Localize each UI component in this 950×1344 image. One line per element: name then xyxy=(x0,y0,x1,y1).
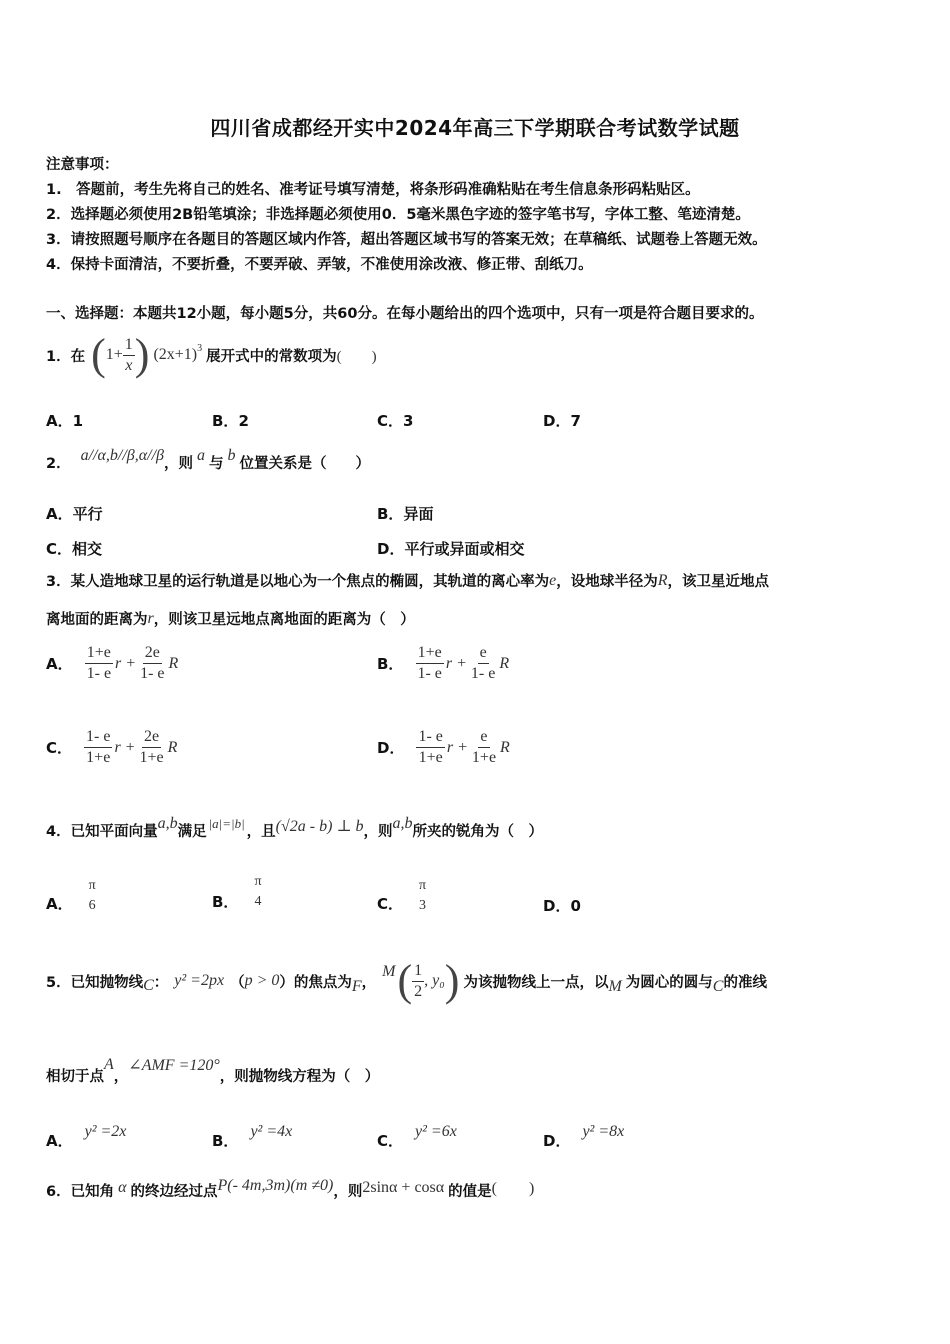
q5-var-M2: M xyxy=(608,978,622,995)
q2-text-1: ，则 xyxy=(164,455,193,472)
q3-option-b: B． $\frac{1+e}{1- e}$ r + $\frac{e}{1- e}$ R xyxy=(377,644,510,682)
q1-paren-left: ( xyxy=(91,330,106,379)
notice-item-2: 2．选择题必须使用2B铅笔填涂；非选择题必须使用0．5毫米黑色字迹的签字笔书写，字体工整、笔迹清楚。 xyxy=(46,207,750,223)
question-3-line-1 xyxy=(46,570,769,591)
q5-text-1: 5．已知抛物线 xyxy=(46,974,144,991)
q2-option-d: D．平行或异面或相交 xyxy=(377,540,525,558)
question-5-line-2 xyxy=(46,1052,379,1086)
q5-condition: p > 0 xyxy=(244,972,280,989)
notice-heading: 注意事项： xyxy=(46,157,119,173)
q4-vectors-1: a,b xyxy=(157,815,178,832)
q6-text-4: 的值是 xyxy=(448,1183,492,1200)
q4-text-1: 4．已知平面向量 xyxy=(46,823,158,840)
q2-number: 2． xyxy=(46,455,71,472)
q5-text-7: 为圆心的圆与 xyxy=(625,974,713,991)
q5-text-4: ）的焦点为 xyxy=(279,974,352,991)
q4-text-5: 所夹的锐角为（ ） xyxy=(412,823,543,840)
q5-angle: ∠AMF =120° xyxy=(128,1057,220,1074)
q1-frac-den: x xyxy=(125,356,133,374)
q1-option-c: C．3 xyxy=(377,412,414,430)
q4-text-4: ，则 xyxy=(363,823,393,840)
notice-item-1: 1. 答题前，考生先将自己的姓名、准考证号填写清楚，将条形码准确粘贴在考生信息条形码粘贴区。 xyxy=(46,182,700,198)
q4-option-c: C． π 3 xyxy=(377,878,427,913)
q4-condition-1: |a|=|b| xyxy=(208,816,245,831)
q5-text-5: ， xyxy=(361,974,377,991)
section-heading: 一、选择题：本题共12小题，每小题5分，共60分。在每小题给出的四个选项中，只有一项是符合题目要求的。 xyxy=(46,306,764,322)
q6-expression: 2sinα + cosα xyxy=(362,1179,445,1196)
q3-option-c: C． $\frac{1- e}{1+e}$ r + $\frac{2e}{1+e}$ R xyxy=(46,728,178,766)
q5-point-y: , y₀ xyxy=(424,972,445,989)
q1-fraction xyxy=(123,335,135,376)
q5-paren-left: ( xyxy=(397,956,413,1005)
q1-text: 展开式中的常数项为 xyxy=(206,348,337,365)
q1-exponent: 3 xyxy=(197,342,203,354)
question-5-line-1: 5．已知抛物线 C ： y² =2px （ p > 0 ）的焦点为 F ， M ( $\frac{1}{2}$ , y₀ ) 为该抛物线上一点，以 M 为圆心的圆与 C 的准线 xyxy=(46,956,767,1005)
q5-text-8: 的准线 xyxy=(723,974,767,991)
q3-var-r: r xyxy=(147,609,154,627)
q6-text-1: 6．已知角 xyxy=(46,1183,115,1200)
q6-text-3: ，则 xyxy=(333,1183,363,1200)
question-3-line-2 xyxy=(46,608,415,629)
q5-equation: y² =2px xyxy=(174,972,225,989)
q1-paren-right: ) xyxy=(134,330,150,379)
q3-text-3: ，该卫星近地点 xyxy=(667,574,769,590)
q6-answer-paren: ( ) xyxy=(491,1179,535,1197)
q3-option-d: D． $\frac{1- e}{1+e}$ r + $\frac{e}{1+e}$ R xyxy=(377,728,510,766)
q3-text-4: 离地面的距离为 xyxy=(46,612,148,628)
q5-option-d: D． y² =8x xyxy=(543,1122,625,1150)
q5-var-F: F xyxy=(351,978,362,995)
question-6 xyxy=(46,1172,534,1208)
q5-text-2: ： xyxy=(153,974,169,991)
q3-var-e: e xyxy=(549,571,557,589)
q5-text-3: （ xyxy=(230,974,245,991)
q5-option-c: C． y² =6x xyxy=(377,1122,457,1150)
q6-text-2: 的终边经过点 xyxy=(130,1183,218,1200)
q6-point: P(- 4m,3m)(m ≠0) xyxy=(217,1177,334,1194)
q2-text-3: 位置关系是（ ） xyxy=(239,455,370,472)
q5-text-9: 相切于点 xyxy=(46,1068,104,1085)
q4-option-d: D．0 xyxy=(543,897,581,915)
q1-frac-num: 1 xyxy=(123,335,135,356)
q3-var-R: R xyxy=(657,571,668,589)
question-1 xyxy=(46,330,377,380)
q1-answer-paren: ( ) xyxy=(336,348,377,365)
q4-text-2: 满足 xyxy=(177,823,207,840)
q2-option-a: A．平行 xyxy=(46,505,103,523)
q3-text-5: ，则该卫星远地点离地面的距离为（ ） xyxy=(153,612,415,628)
q5-var-M: M xyxy=(382,963,396,980)
q3-option-a: A． $\frac{1+e}{1- e}$ r + $\frac{2e}{1- e}$ R xyxy=(46,644,179,682)
q2-var-a: a xyxy=(197,447,205,464)
q1-option-d: D．7 xyxy=(543,412,581,430)
q4-option-a: A． π 6 xyxy=(46,878,96,913)
q4-text-3: ，且 xyxy=(246,823,276,840)
q4-vectors-2: a,b xyxy=(392,815,413,832)
page-title: 四川省成都经开实中2024年高三下学期联合考试数学试题 xyxy=(210,116,740,140)
q3-text-2: ，设地球半径为 xyxy=(556,574,658,590)
q2-condition: a//α,b//β,α//β xyxy=(80,447,164,464)
q1-option-a: A．1 xyxy=(46,412,84,430)
q6-var-alpha: α xyxy=(118,1179,127,1196)
q5-paren-right: ) xyxy=(444,956,460,1005)
q1-expr-a: 1+ xyxy=(105,346,123,363)
notice-item-3: 3．请按照题号顺序在各题目的答题区域内作答，超出答题区域书写的答案无效；在草稿纸、试题卷上答题无效。 xyxy=(46,232,767,248)
q2-text-2: 与 xyxy=(209,455,224,472)
q1-option-b: B．2 xyxy=(212,412,249,430)
q5-text-11: ，则抛物线方程为（ ） xyxy=(219,1068,380,1085)
notice-item-4: 4．保持卡面清洁，不要折叠，不要弄破、弄皱，不准使用涂改液、修正带、刮纸刀。 xyxy=(46,257,593,273)
q4-option-b: B． π 4 xyxy=(212,874,262,911)
q2-option-b: B．异面 xyxy=(377,505,434,523)
q2-option-c: C．相交 xyxy=(46,540,103,558)
question-2 xyxy=(46,444,370,480)
q1-number: 1．在 xyxy=(46,348,86,365)
q5-option-a: A． y² =2x xyxy=(46,1122,127,1150)
question-4 xyxy=(46,812,543,848)
q5-var-A: A xyxy=(104,1056,114,1073)
q4-condition-2: (√2a - b) ⊥ b xyxy=(275,818,364,835)
q5-text-10: ， xyxy=(113,1068,129,1085)
q5-text-6: 为该抛物线上一点，以 xyxy=(463,974,609,991)
q1-expr-b: (2x+1) xyxy=(153,346,198,363)
q5-option-b: B． y² =4x xyxy=(212,1122,293,1150)
q5-var-C: C xyxy=(143,977,154,994)
q2-var-b: b xyxy=(227,447,236,464)
q5-var-C2: C xyxy=(712,978,724,995)
q3-text-1: 3．某人造地球卫星的运行轨道是以地心为一个焦点的椭圆，其轨道的离心率为 xyxy=(46,574,550,590)
